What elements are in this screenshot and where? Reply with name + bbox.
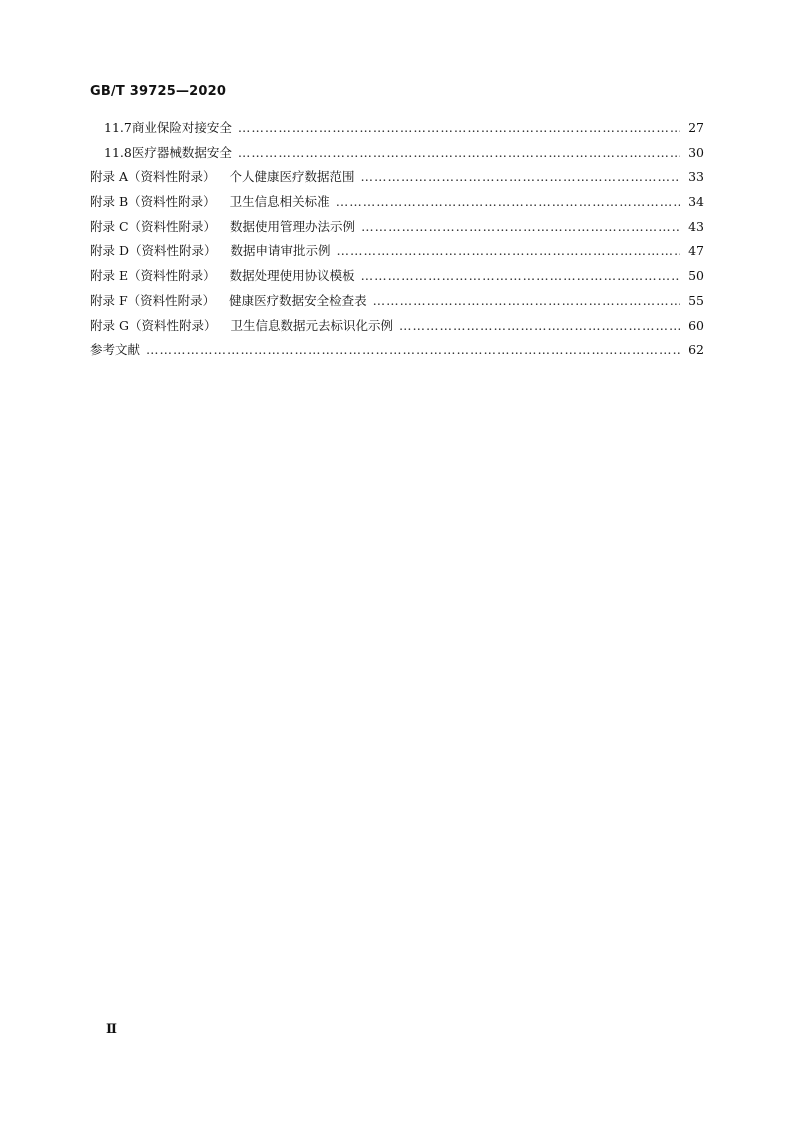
toc-entry-title: 数据使用管理办法示例	[230, 218, 356, 234]
toc-entry-appendix-label: 附录 A（资料性附录）	[90, 169, 216, 185]
toc-entry-appendix-b[interactable]	[90, 192, 704, 217]
dot-leader	[399, 318, 680, 333]
toc-entry-appendix-e[interactable]	[90, 266, 704, 291]
toc-entry-title: 数据处理使用协议模板	[229, 268, 355, 284]
dot-leader	[146, 342, 680, 357]
toc-entry-title: 个人健康医疗数据范围	[229, 169, 355, 185]
toc-entry-appendix-g[interactable]	[90, 316, 704, 341]
dot-leader	[373, 293, 680, 308]
toc-entry-title: 数据申请审批示例	[230, 243, 331, 259]
toc-entry-page: 47	[688, 243, 704, 259]
toc-entry-references[interactable]	[90, 340, 704, 365]
toc-entry-11-8[interactable]	[90, 143, 704, 168]
toc-entry-page: 30	[688, 144, 704, 160]
standard-number-header: GB/T 39725—2020	[90, 84, 227, 99]
toc-entry-page: 60	[688, 317, 704, 333]
toc-entry-number: 11.7	[104, 120, 132, 135]
table-of-contents	[90, 118, 704, 365]
toc-entry-page: 55	[688, 292, 704, 308]
toc-entry-appendix-a[interactable]	[90, 167, 704, 192]
dot-leader	[337, 243, 680, 258]
toc-entry-page: 50	[688, 268, 704, 284]
toc-entry-page: 62	[688, 342, 704, 358]
toc-entry-appendix-f[interactable]	[90, 291, 704, 316]
toc-entry-page: 27	[688, 120, 704, 135]
toc-entry-title: 卫生信息数据元去标识化示例	[230, 317, 393, 333]
toc-entry-appendix-d[interactable]	[90, 241, 704, 266]
toc-entry-title: 商业保险对接安全	[131, 120, 232, 135]
toc-entry-11-7[interactable]	[90, 118, 704, 143]
toc-entry-appendix-label: 附录 C（资料性附录）	[90, 218, 217, 234]
toc-entry-title: 参考文献	[90, 342, 141, 358]
toc-entry-appendix-label: 附录 B（资料性附录）	[90, 194, 216, 210]
toc-entry-number: 11.8	[104, 144, 132, 160]
toc-entry-page: 33	[688, 169, 704, 185]
toc-entry-appendix-label: 附录 F（资料性附录）	[90, 292, 216, 308]
dot-leader	[361, 169, 680, 184]
toc-entry-appendix-label: 附录 E（资料性附录）	[90, 268, 216, 284]
page-number: Ⅱ	[106, 1022, 117, 1037]
toc-entry-title: 医疗器械数据安全	[131, 144, 232, 160]
toc-entry-page: 34	[688, 194, 704, 210]
toc-entry-appendix-c[interactable]	[90, 217, 704, 242]
dot-leader	[238, 120, 680, 135]
dot-leader	[361, 219, 680, 234]
toc-entry-title: 健康医疗数据安全检查表	[229, 292, 367, 308]
dot-leader	[361, 268, 680, 283]
toc-entry-appendix-label: 附录 D（资料性附录）	[90, 243, 217, 259]
toc-entry-title: 卫生信息相关标准	[229, 194, 330, 210]
dot-leader	[238, 145, 680, 160]
toc-entry-page: 43	[688, 218, 704, 234]
toc-entry-appendix-label: 附录 G（资料性附录）	[90, 317, 217, 333]
dot-leader	[336, 194, 680, 209]
